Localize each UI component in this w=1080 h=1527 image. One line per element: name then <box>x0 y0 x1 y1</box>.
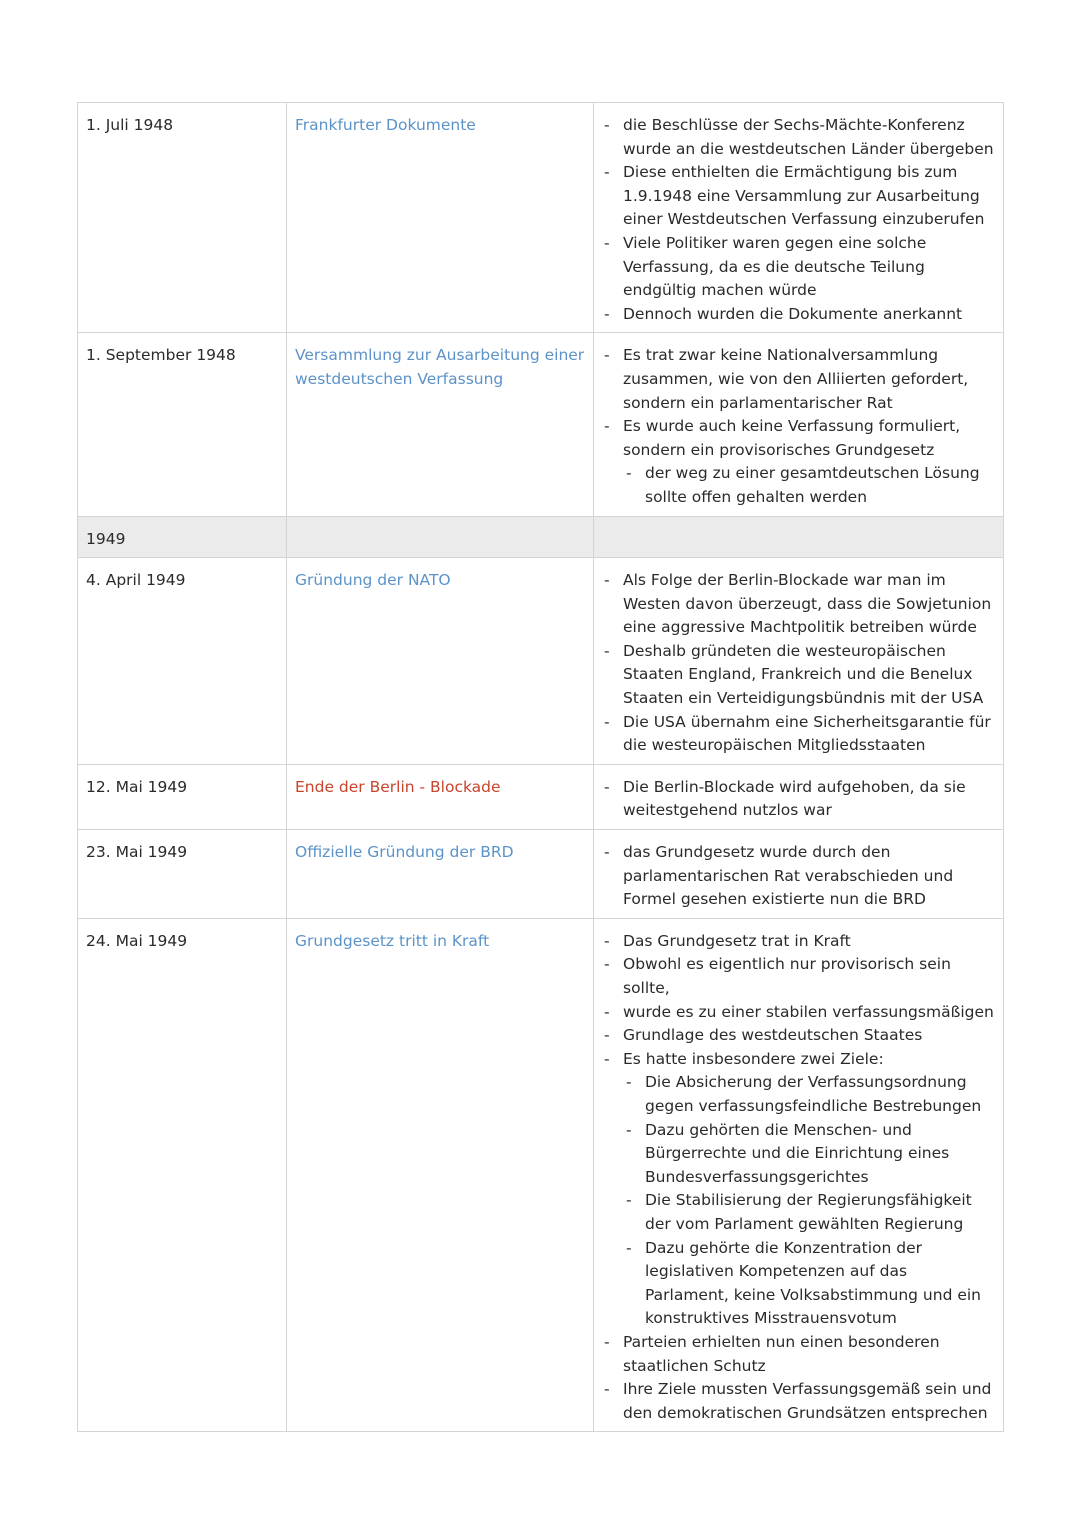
event-date: 12. Mai 1949 <box>78 764 287 829</box>
event-date: 1. September 1948 <box>78 333 287 516</box>
empty-cell <box>594 516 1004 558</box>
bullet-item: - Parteien erhielten nun einen besonderen staatlichen Schutz <box>602 1331 995 1378</box>
event-details <box>594 103 1004 333</box>
bullet-item: - wurde es zu einer stabilen verfassungsmäßigen <box>602 1001 995 1025</box>
event-date: 1. Juli 1948 <box>78 103 287 333</box>
table-row <box>78 830 1004 919</box>
bullet-list <box>602 569 995 758</box>
bullet-item: - Viele Politiker waren gegen eine solche Verfassung, da es die deutsche Teilung endgültig machen würde <box>602 232 995 303</box>
event-details <box>594 830 1004 919</box>
bullet-item: - Das Grundgesetz trat in Kraft <box>602 930 995 954</box>
sub-bullet-item: - Die Absicherung der Verfassungsordnung gegen verfassungsfeindliche Bestrebungen <box>602 1071 995 1118</box>
sub-bullet-item: - Die Stabilisierung der Regierungsfähigkeit der vom Parlament gewählten Regierung <box>602 1189 995 1236</box>
bullet-item: - Die Berlin-Blockade wird aufgehoben, da sie weitestgehend nutzlos war <box>602 776 995 823</box>
event-title: Gründung der NATO <box>287 558 594 765</box>
bullet-item: - Obwohl es eigentlich nur provisorisch sein sollte, <box>602 953 995 1000</box>
event-title: Offizielle Gründung der BRD <box>287 830 594 919</box>
bullet-item: - Es wurde auch keine Verfassung formuliert, sondern ein provisorisches Grundgesetz <box>602 415 995 462</box>
bullet-item: - Diese enthielten die Ermächtigung bis zum 1.9.1948 eine Versammlung zur Ausarbeitung einer Westdeutschen Verfassung einzuberufen <box>602 161 995 232</box>
bullet-item: - Als Folge der Berlin-Blockade war man im Westen davon überzeugt, dass die Sowjetunion eine aggressive Machtpolitik betreiben würde <box>602 569 995 640</box>
bullet-item: - Die USA übernahm eine Sicherheitsgarantie für die westeuropäischen Mitgliedsstaaten <box>602 711 995 758</box>
table-row <box>78 918 1004 1431</box>
event-date: 4. April 1949 <box>78 558 287 765</box>
year-label: 1949 <box>78 516 287 558</box>
event-details <box>594 558 1004 765</box>
table-row <box>78 764 1004 829</box>
event-details <box>594 333 1004 516</box>
table-row <box>78 558 1004 765</box>
bullet-item: - Dennoch wurden die Dokumente anerkannt <box>602 303 995 327</box>
bullet-item: - Es hatte insbesondere zwei Ziele: <box>602 1048 995 1072</box>
bullet-item: - Es trat zwar keine Nationalversammlung zusammen, wie von den Alliierten gefordert, sondern ein parlamentarischer Rat <box>602 344 995 415</box>
timeline-table <box>77 102 1004 1432</box>
bullet-item: - die Beschlüsse der Sechs-Mächte-Konferenz wurde an die westdeutschen Länder übergeben <box>602 114 995 161</box>
event-details <box>594 918 1004 1431</box>
sub-bullet-item: - Dazu gehörte die Konzentration der legislativen Kompetenzen auf das Parlament, keine Volksabstimmung und ein konstruktives Misstrauensvotum <box>602 1237 995 1331</box>
bullet-list <box>602 841 995 912</box>
bullet-item: - das Grundgesetz wurde durch den parlamentarischen Rat verabschieden und Formel gesehen existierte nun die BRD <box>602 841 995 912</box>
bullet-item: - Ihre Ziele mussten Verfassungsgemäß sein und den demokratischen Grundsätzen entsprechen <box>602 1378 995 1425</box>
bullet-list <box>602 344 995 509</box>
table-row <box>78 103 1004 333</box>
event-title: Grundgesetz tritt in Kraft <box>287 918 594 1431</box>
sub-bullet-item: - der weg zu einer gesamtdeutschen Lösung sollte offen gehalten werden <box>602 462 995 509</box>
event-title: Ende der Berlin - Blockade <box>287 764 594 829</box>
bullet-list <box>602 930 995 1425</box>
bullet-item: - Deshalb gründeten die westeuropäischen Staaten England, Frankreich und die Benelux Staaten ein Verteidigungsbündnis mit der USA <box>602 640 995 711</box>
bullet-list <box>602 776 995 823</box>
empty-cell <box>287 516 594 558</box>
event-date: 23. Mai 1949 <box>78 830 287 919</box>
table-row <box>78 333 1004 516</box>
event-title: Versammlung zur Ausarbeitung einer westdeutschen Verfassung <box>287 333 594 516</box>
bullet-item: - Grundlage des westdeutschen Staates <box>602 1024 995 1048</box>
sub-bullet-item: - Dazu gehörten die Menschen- und Bürgerrechte und die Einrichtung eines Bundesverfassungsgerichtes <box>602 1119 995 1190</box>
event-date: 24. Mai 1949 <box>78 918 287 1431</box>
event-title: Frankfurter Dokumente <box>287 103 594 333</box>
event-details <box>594 764 1004 829</box>
bullet-list <box>602 114 995 326</box>
year-row <box>78 516 1004 558</box>
